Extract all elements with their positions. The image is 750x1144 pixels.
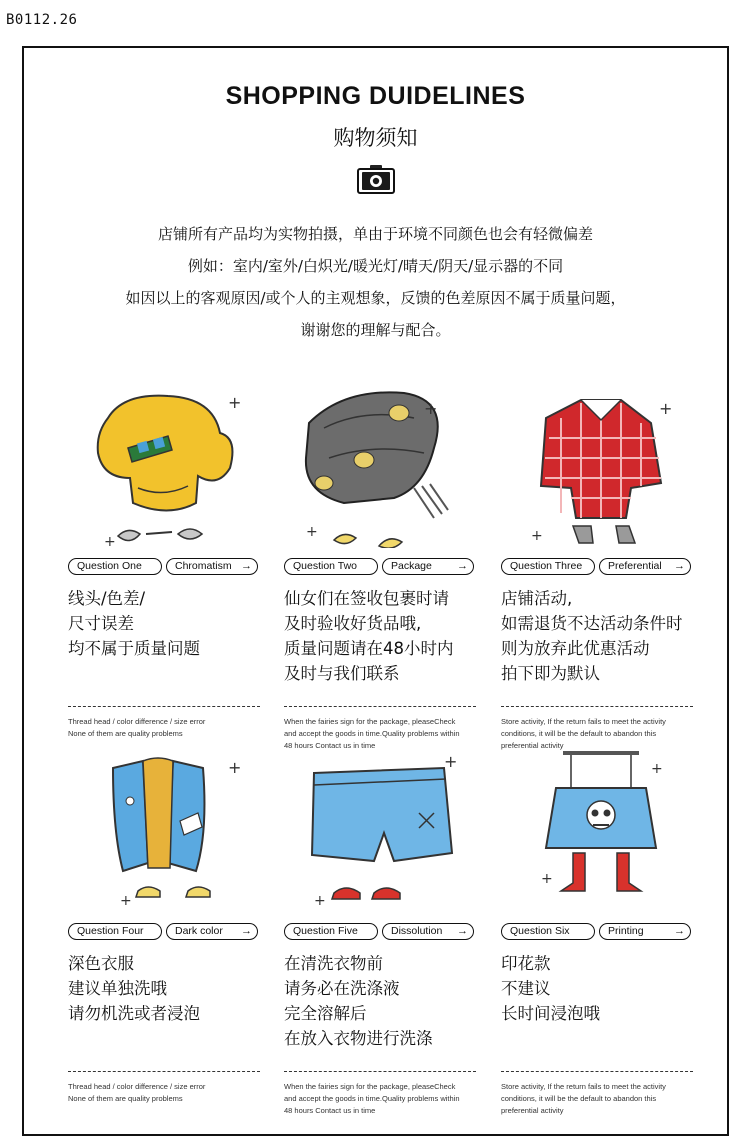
cn-line: 拍下即为默认 (501, 664, 600, 683)
dashed-divider (501, 1071, 693, 1072)
page-subtitle: 购物须知 (333, 126, 418, 150)
svg-text:+: + (651, 761, 663, 777)
svg-text:+: + (531, 528, 543, 544)
product-code: B0112.26 (6, 12, 78, 28)
keyword-label: Printing (608, 925, 644, 937)
svg-text:+: + (541, 871, 553, 887)
question-tag: Question Five (284, 923, 378, 940)
en-line: When the fairies sign for the package, pleaseCheck (284, 717, 456, 726)
cn-line: 如需退货不达活动条件时 (501, 614, 683, 633)
arrow-right-icon: → (674, 560, 685, 572)
skull-print-skirt-illustration (501, 743, 711, 913)
dashed-divider (284, 706, 476, 707)
tag-row (501, 923, 711, 941)
question-tag: Question Four (68, 923, 162, 940)
item-description-cn (284, 586, 504, 686)
guidelines-frame (22, 46, 729, 1136)
en-line: preferential activity (501, 741, 564, 750)
tag-row (68, 558, 278, 576)
red-plaid-shirt-illustration (501, 378, 711, 548)
tag-row (284, 558, 494, 576)
item-description-en (68, 1081, 268, 1105)
keyword-label: Preferential (608, 560, 662, 572)
en-line: When the fairies sign for the package, pleaseCheck (284, 1082, 456, 1091)
svg-text:+: + (228, 393, 242, 412)
en-line: Store activity, If the return fails to meet the activity (501, 1082, 666, 1091)
question-tag: Question One (68, 558, 162, 575)
en-line: None of them are quality problems (68, 729, 183, 738)
en-line: conditions, it will be the default to abandon this (501, 729, 657, 738)
svg-text:+: + (659, 399, 673, 418)
yellow-sweater-illustration (68, 378, 278, 548)
question-tag: Question Six (501, 923, 595, 940)
dashed-divider (68, 1071, 260, 1072)
gray-scarf-illustration (284, 378, 494, 548)
intro-text (24, 218, 727, 346)
keyword-tag (382, 558, 474, 575)
en-line: Thread head / color difference / size error (68, 717, 206, 726)
keyword-label: Dissolution (391, 925, 443, 937)
svg-text:+: + (314, 893, 326, 909)
cn-line: 线头/色差/ (68, 589, 146, 608)
svg-text:+: + (120, 893, 132, 909)
dashed-divider (284, 1071, 476, 1072)
arrow-right-icon: → (457, 925, 468, 937)
item-description-en (284, 1081, 484, 1117)
keyword-tag (382, 923, 474, 940)
cn-line: 在清洗衣物前 (284, 954, 383, 973)
cn-line: 长时间浸泡哦 (501, 1004, 600, 1023)
en-line: Thread head / color difference / size error (68, 1082, 206, 1091)
item-description-cn (68, 586, 288, 661)
denim-vest-illustration (68, 743, 278, 913)
cn-line: 质量问题请在48小时内 (284, 639, 454, 658)
en-line: and accept the goods in time.Quality problems within (284, 729, 460, 738)
keyword-tag (599, 923, 691, 940)
arrow-right-icon: → (674, 925, 685, 937)
en-line: 48 hours Contact us in time (284, 741, 376, 750)
cn-line: 在放入衣物进行洗涤 (284, 1029, 433, 1048)
intro-line: 店铺所有产品均为实物拍摄，单由于环境不同颜色也会有轻微偏差 (157, 225, 593, 243)
item-description-cn (501, 951, 721, 1026)
keyword-label: Chromatism (175, 560, 232, 572)
cn-line: 请务必在洗涤液 (284, 979, 400, 998)
cn-line: 印花款 (501, 954, 551, 973)
tag-row (68, 923, 278, 941)
keyword-tag (166, 558, 258, 575)
keyword-label: Dark color (175, 925, 223, 937)
question-tag: Question Three (501, 558, 595, 575)
keyword-label: Package (391, 560, 432, 572)
en-line: conditions, it will be the default to abandon this (501, 1094, 657, 1103)
intro-line: 如因以上的客观原因/或个人的主观想象，反馈的色差原因不属于质量问题， (125, 289, 626, 307)
tag-row (284, 923, 494, 941)
cn-line: 深色衣服 (68, 954, 134, 973)
cn-line: 仙女们在签收包裹时请 (284, 589, 449, 608)
svg-text:+: + (104, 534, 116, 548)
svg-text:+: + (424, 399, 438, 418)
cn-line: 建议单独洗哦 (68, 979, 167, 998)
tag-row (501, 558, 711, 576)
cn-line: 完全溶解后 (284, 1004, 367, 1023)
item-description-en (68, 716, 268, 740)
item-description-cn (68, 951, 288, 1026)
cn-line: 尺寸误差 (68, 614, 134, 633)
en-line: 48 hours Contact us in time (284, 1106, 376, 1115)
keyword-tag (599, 558, 691, 575)
item-description-cn (501, 586, 721, 686)
arrow-right-icon: → (241, 560, 252, 572)
cn-line: 则为放弃此优惠活动 (501, 639, 650, 658)
cn-line: 店铺活动, (501, 589, 573, 608)
keyword-tag (166, 923, 258, 940)
arrow-right-icon: → (241, 925, 252, 937)
en-line: Store activity, If the return fails to meet the activity (501, 717, 666, 726)
svg-text:+: + (306, 524, 318, 540)
intro-line: 谢谢您的理解与配合。 (300, 321, 451, 339)
en-line: and accept the goods in time.Quality problems within (284, 1094, 460, 1103)
camera-icon (357, 164, 395, 194)
intro-line: 例如：室内/室外/白炽光/暖光灯/晴天/阴天/显示器的不同 (187, 257, 564, 275)
cn-line: 及时验收好货品哦, (284, 614, 422, 633)
dashed-divider (68, 706, 260, 707)
denim-shorts-illustration (284, 743, 494, 913)
item-description-cn (284, 951, 504, 1051)
en-line: preferential activity (501, 1106, 564, 1115)
question-tag: Question Two (284, 558, 378, 575)
item-description-en (501, 1081, 701, 1117)
cn-line: 不建议 (501, 979, 551, 998)
dashed-divider (501, 706, 693, 707)
en-line: None of them are quality problems (68, 1094, 183, 1103)
page-title: SHOPPING DUIDELINES (225, 82, 526, 110)
svg-text:+: + (444, 752, 458, 771)
cn-line: 请勿机洗或者浸泡 (68, 1004, 200, 1023)
arrow-right-icon: → (457, 560, 468, 572)
cn-line: 均不属于质量问题 (68, 639, 200, 658)
cn-line: 及时与我们联系 (284, 664, 400, 683)
svg-text:+: + (228, 758, 242, 777)
